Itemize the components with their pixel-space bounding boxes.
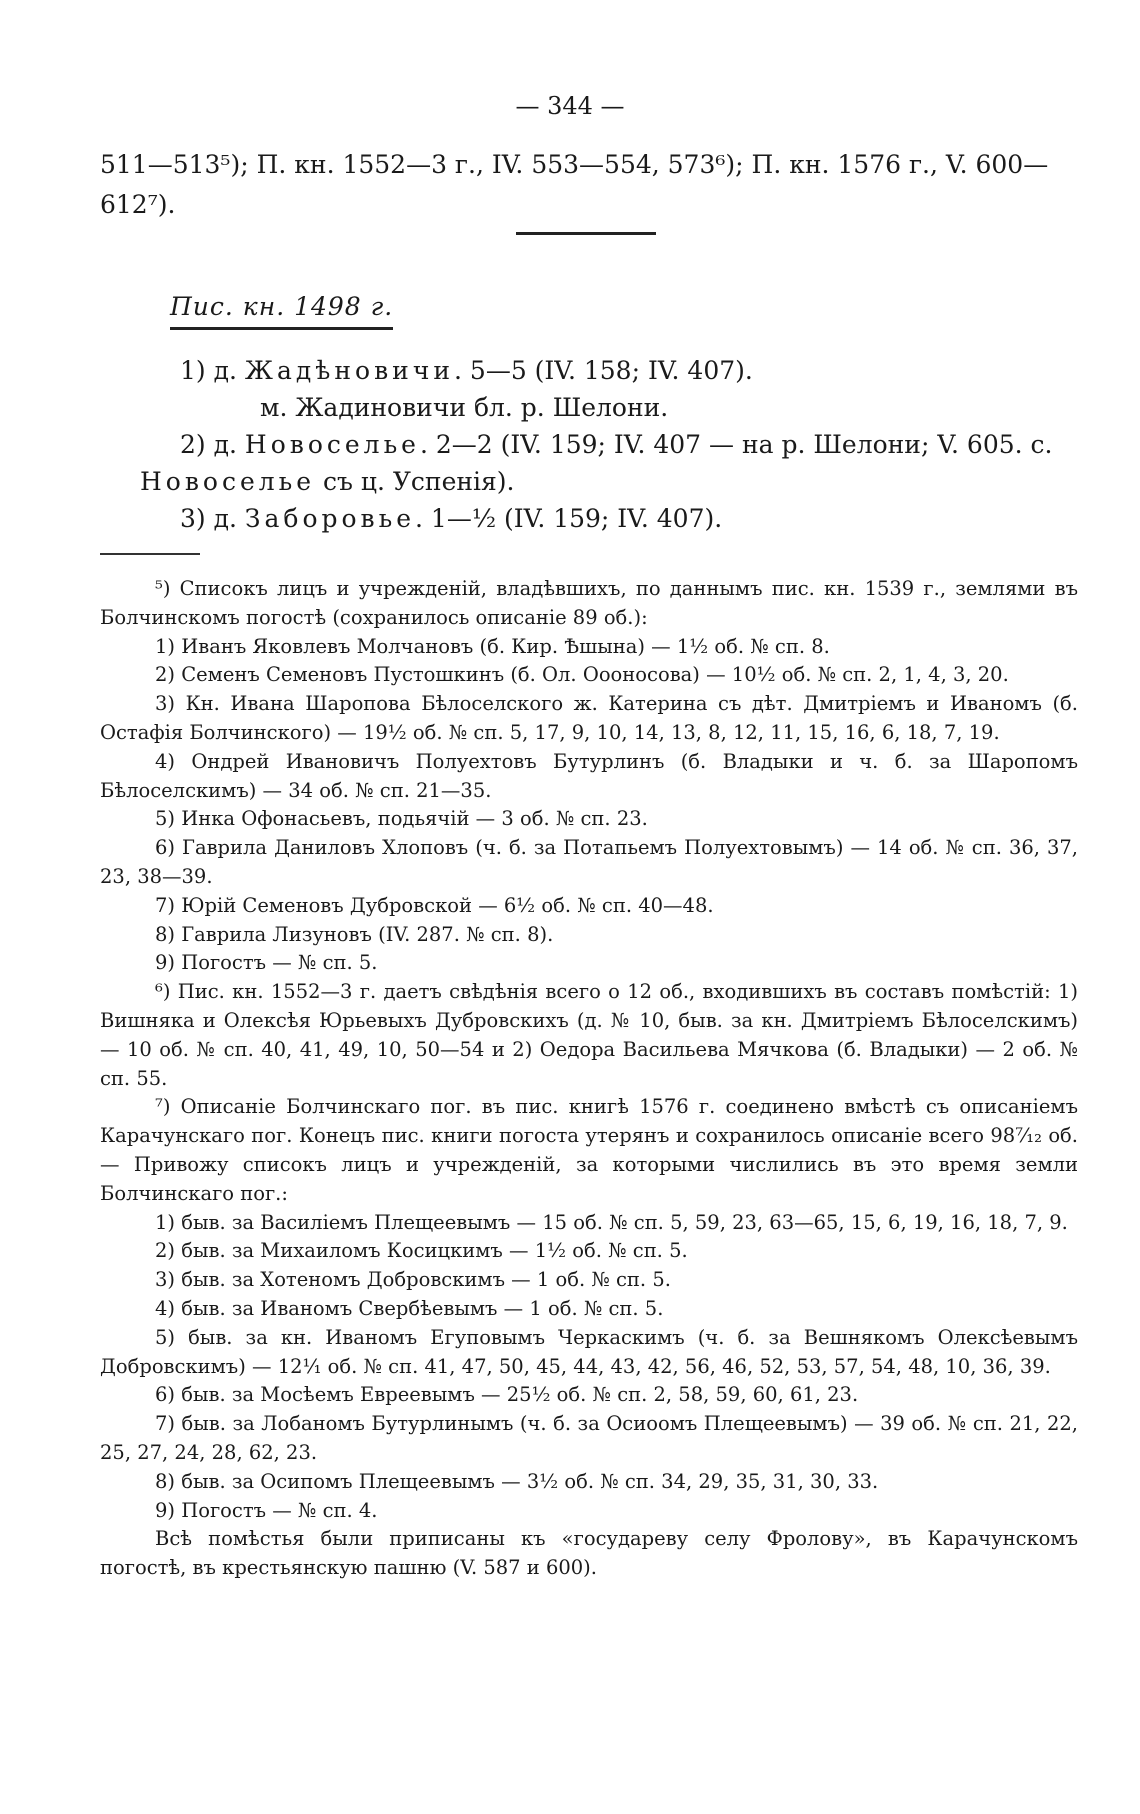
village-entry: 3) д. Заборовье. 1—½ (IV. 159; IV. 407). (180, 504, 723, 533)
footnote-paragraph: 3) быв. за Хотеномъ Добровскимъ — 1 об. № сп. 5. (155, 1268, 671, 1292)
footnote-paragraph: 4) быв. за Иваномъ Свербѣевымъ — 1 об. № сп. 5. (155, 1296, 664, 1320)
footnote-paragraph: ⁷) Описаніе Болчинскаго пог. въ пис. книгѣ 1576 г. соединено вмѣстѣ съ описаніемъ Карачунскаго пог. Конецъ пис. книги погоста утерянъ и сохранилось описаніе всего 98⁷⁄₁₂ об. — Привожу списокъ лицъ и учрежденій, за которыми числились въ это время земли Болчинскаго пог.: (100, 1095, 1078, 1205)
footnote-paragraph: 5) Инка Офонасьевъ, подьячій — 3 об. № сп. 23. (155, 807, 648, 831)
village-name: Новоселье (140, 467, 316, 496)
footnote-paragraph: 2) быв. за Михаиломъ Косицкимъ — 1½ об. № сп. 5. (155, 1239, 688, 1263)
footnote-paragraph: 9) Погостъ — № сп. 5. (155, 951, 378, 975)
footnote-paragraph: ⁵) Списокъ лицъ и учрежденій, владѣвшихъ, по даннымъ пис. кн. 1539 г., землями въ Болчинскомъ погостѣ (сохранилось описаніе 89 об.): (100, 577, 1078, 629)
village-note: м. Жадиновичи бл. р. Шелони. (260, 393, 669, 422)
footnote-paragraph: 2) Семенъ Семеновъ Пустошкинъ (б. Ол. Оооносова) — 10½ об. № сп. 2, 1, 4, 3, 20. (155, 663, 1009, 687)
village-list (140, 352, 1080, 537)
footnote-paragraph: 6) Гаврила Даниловъ Хлоповъ (ч. б. за Потапьемъ Полуехтовымъ) — 14 об. № сп. 36, 37, 23, 38—39. (100, 836, 1078, 888)
village-name: Жадѣновичи (244, 356, 455, 385)
village-name: Новоселье (244, 430, 420, 459)
footnote-paragraph: 8) быв. за Осипомъ Плещеевымъ — 3½ об. № сп. 34, 29, 35, 31, 30, 33. (155, 1469, 879, 1493)
section-heading: Пис. кн. 1498 г. (170, 292, 393, 330)
footnote-paragraph: 4) Ондрей Ивановичъ Полуехтовъ Бутурлинъ (б. Владыки и ч. б. за Шаропомъ Бѣлоселскимъ) — 34 об. № сп. 21—35. (100, 749, 1078, 802)
footnote-paragraph: 6) быв. за Мосѣемъ Евреевымъ — 25½ об. № сп. 2, 58, 59, 60, 61, 23. (155, 1383, 859, 1407)
footnote-paragraph: ⁶) Пис. кн. 1552—3 г. даетъ свѣдѣнія всего о 12 об., входившихъ въ составъ помѣстій: 1) Вишняка и Олексѣя Юрьевыхъ Дубровскихъ (д. № 10, быв. за кн. Дмитріемъ Бѣлоселскимъ) — 10 об. № сп. 40, 41, 49, 10, 50—54 и 2) Оедора Васильева Мячкова (б. Владыки) — 2 об. № сп. 55. (100, 980, 1078, 1090)
footnotes (100, 575, 1078, 1583)
footnote-paragraph: 1) быв. за Василіемъ Плещеевымъ — 15 об. № сп. 5, 59, 23, 63—65, 15, 6, 19, 16, 18, 7, 9. (155, 1210, 1068, 1234)
footnote-paragraph: 9) Погостъ — № сп. 4. (155, 1498, 378, 1522)
footnote-paragraph: 7) Юрій Семеновъ Дубровской — 6½ об. № сп. 40—48. (155, 893, 714, 917)
page-number: — 344 — (515, 92, 625, 120)
footnote-paragraph: 7) быв. за Лобаномъ Бутурлинымъ (ч. б. за Осиоомъ Плещеевымъ) — 39 об. № сп. 21, 22, 25, 27, 24, 28, 62, 23. (100, 1412, 1078, 1464)
footnote-paragraph: 1) Иванъ Яковлевъ Молчановъ (б. Кир. Ѣшына) — 1½ об. № сп. 8. (155, 634, 830, 658)
village-entry: 1) д. Жадѣновичи. 5—5 (IV. 158; IV. 407). (180, 356, 753, 385)
footnote-paragraph: Всѣ помѣстья были приписаны къ «государеву селу Фролову», въ Карачунскомъ погостѣ, въ крестьянскую пашню (V. 587 и 600). (100, 1527, 1078, 1580)
continuation-text: 511—513⁵); П. кн. 1552—3 г., IV. 553—554, 573⁶); П. кн. 1576 г., V. 600—612⁷). (100, 150, 1049, 219)
village-name: Заборовье (244, 504, 416, 533)
village-entry: 2) д. Новоселье. 2—2 (IV. 159; IV. 407 — на р. Шелони; V. 605. с. Новоселье съ ц. Успенія). (140, 430, 1053, 496)
footnote-paragraph: 5) быв. за кн. Иваномъ Егуповымъ Черкаскимъ (ч. б. за Вешнякомъ Олексѣевымъ Добровскимъ) — 12¹⁄₁ об. № сп. 41, 47, 50, 45, 44, 43, 42, 56, 46, 52, 53, 57, 54, 48, 10, 36, 39. (100, 1325, 1078, 1378)
footnote-paragraph: 3) Кн. Ивана Шаропова Бѣлоселского ж. Катерина съ дѣт. Дмитріемъ и Иваномъ (б. Остафія Болчинского) — 19½ об. № сп. 5, 17, 9, 10, 14, 13, 8, 12, 11, 15, 16, 6, 18, 7, 19. (100, 692, 1078, 744)
footnote-divider (100, 553, 200, 555)
section-divider (516, 232, 656, 235)
footnote-paragraph: 8) Гаврила Лизуновъ (IV. 287. № сп. 8). (155, 922, 554, 946)
